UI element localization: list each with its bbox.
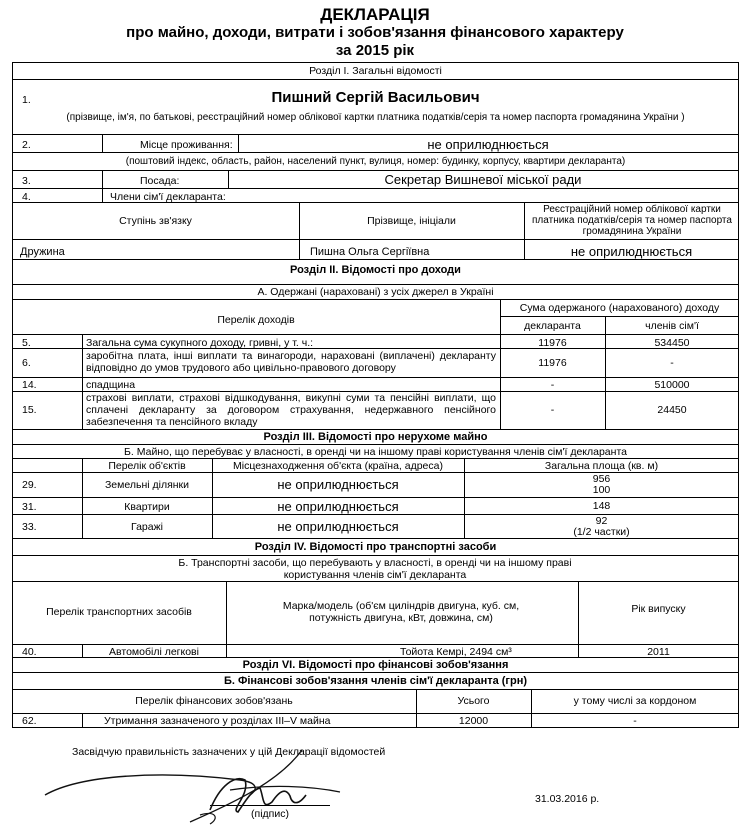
- position-value: Секретар Вишневої міської ради: [384, 172, 582, 187]
- divider: [12, 239, 739, 240]
- divider: [102, 188, 103, 202]
- position-label: Посада:: [140, 175, 180, 187]
- family-label: Члени сім'ї декларанта:: [110, 191, 226, 203]
- divider: [102, 170, 103, 188]
- col-abroad: у тому числі за кордоном: [573, 695, 697, 707]
- residence-value: не оприлюднюється: [427, 137, 549, 152]
- obligation-total: 12000: [458, 715, 489, 727]
- row-number: 62.: [22, 715, 37, 727]
- divider: [226, 581, 227, 657]
- col-location: Місцезнаходження об'єкта (країна, адреса): [233, 460, 443, 472]
- divider: [12, 538, 739, 539]
- divider: [12, 581, 739, 582]
- declarant-name: Пишний Сергій Васильович: [271, 89, 480, 106]
- vehicle-model: Тойота Кемрі, 2494 см³: [400, 646, 512, 658]
- divider: [12, 689, 739, 690]
- divider: [12, 644, 739, 645]
- col-member-name: Прізвище, ініціали: [367, 215, 456, 227]
- divider: [12, 79, 739, 80]
- vehicle-year: 2011: [647, 646, 670, 658]
- divider: [12, 497, 739, 498]
- divider: [12, 555, 739, 556]
- member-relation: Дружина: [20, 246, 65, 258]
- divider: [82, 713, 83, 728]
- row-number: 4.: [22, 191, 31, 203]
- row-number: 15.: [22, 404, 37, 416]
- divider: [12, 334, 739, 335]
- col-objects: Перелік об'єктів: [108, 460, 186, 472]
- divider: [12, 299, 739, 300]
- residence-note: (поштовий індекс, область, район, населений пункт, вулиця, номер: будинку, корпусу, квартири декларанта): [125, 156, 626, 167]
- divider: [12, 188, 739, 189]
- income-row-declarant: -: [550, 379, 555, 391]
- residence-label: Місце проживання:: [140, 139, 233, 151]
- handwritten-signature: [40, 740, 400, 830]
- row-number: 1.: [22, 94, 31, 106]
- vehicle-type: Автомобілі легкові: [109, 646, 199, 658]
- income-row-declarant: -: [550, 404, 555, 416]
- income-row-family: 534450: [654, 337, 690, 349]
- divider: [299, 202, 300, 259]
- divider: [12, 152, 739, 153]
- subsection-4b-title: Б. Транспортні засоби, що перебувають у власності, в оренді чи на іншому праві користування членів сім'ї декларанта: [178, 557, 572, 581]
- income-row-label: заробітна плата, інші виплати та винагороди, нараховані (виплачені) декларанту відповідно до умов трудового або цивільно-правового договору: [86, 350, 496, 374]
- property-location: не оприлюднюється: [277, 477, 399, 492]
- divider: [12, 134, 739, 135]
- property-location: не оприлюднюється: [277, 499, 399, 514]
- row-number: 3.: [22, 175, 31, 187]
- row-number: 5.: [22, 337, 31, 349]
- signature-date: 31.03.2016 р.: [535, 793, 600, 805]
- section-1-title: Розділ I. Загальні відомості: [309, 65, 442, 77]
- row-number: 2.: [22, 139, 31, 151]
- col-income-list: Перелік доходів: [217, 314, 295, 326]
- divider: [102, 134, 103, 152]
- section-4-title: Розділ IV. Відомості про транспортні засоби: [254, 541, 497, 553]
- row-number: 14.: [22, 379, 37, 391]
- property-area: 148: [592, 500, 611, 512]
- property-type: Земельні ділянки: [104, 479, 190, 491]
- obligation-label: Утримання зазначеного у розділах III–V майна: [104, 715, 331, 727]
- property-area: 956: [592, 473, 611, 485]
- income-row-label: Загальна сума сукупного доходу, гривні, у т. ч.:: [86, 337, 314, 349]
- name-note: (прізвище, ім'я, по батькові, реєстраційний номер облікової картки платника податків/серія та номер паспорта громадянина України ): [66, 112, 685, 123]
- divider: [12, 259, 739, 260]
- subsection-3b-title: Б. Майно, що перебуває у власності, в оренді чи на іншому праві користування членів сім'ї декларанта: [124, 446, 627, 458]
- income-row-declarant: 11976: [538, 337, 567, 349]
- col-total: Усього: [457, 695, 490, 707]
- divider: [12, 202, 739, 203]
- subsection-6b-title: Б. Фінансові зобов'язання членів сім'ї декларанта (грн): [223, 675, 528, 687]
- row-number: 33.: [22, 521, 37, 533]
- divider: [12, 284, 739, 285]
- divider: [12, 458, 739, 459]
- row-number: 31.: [22, 501, 37, 513]
- member-name: Пишна Ольга Сергіївна: [310, 246, 430, 258]
- property-location: не оприлюднюється: [277, 519, 399, 534]
- section-6-title: Розділ VI. Відомості про фінансові зобов'язання: [242, 659, 509, 671]
- certify-text: Засвідчую правильність зазначених у цій Декларації відомостей: [72, 746, 386, 758]
- property-area: 92: [595, 515, 608, 527]
- divider: [12, 170, 739, 171]
- divider: [12, 713, 739, 714]
- col-income-sum: Сума одержаного (нарахованого) доходу: [519, 302, 720, 314]
- income-row-label: страхові виплати, страхові відшкодування, викупні суми та пенсійні виплати, що сплачені декларанту за договором страхування, недержавного пенсійного забезпечення та пенсійного вкладу: [86, 392, 496, 428]
- col-obligations: Перелік фінансових зобов'язань: [135, 695, 293, 707]
- row-number: 6.: [22, 357, 31, 369]
- divider: [12, 377, 739, 378]
- subsection-2a-title: А. Одержані (нараховані) з усіх джерел в Україні: [257, 286, 494, 298]
- income-row-family: -: [670, 357, 674, 369]
- col-reg-number: Реєстраційний номер облікової картки платника податків/серія та номер паспорта громадянина України: [532, 204, 732, 237]
- section-3-title: Розділ III. Відомості про нерухоме майно: [263, 431, 488, 443]
- property-type: Квартири: [124, 501, 170, 513]
- col-family-members: членів сім'ї: [645, 320, 699, 332]
- divider: [500, 316, 739, 317]
- income-row-declarant: 11976: [538, 357, 567, 369]
- divider: [12, 444, 739, 445]
- row-number: 29.: [22, 479, 37, 491]
- income-row-label: спадщина: [86, 379, 136, 391]
- divider: [12, 429, 739, 430]
- divider: [12, 672, 739, 673]
- col-year: Рік випуску: [631, 603, 686, 615]
- col-declarant: декларанта: [524, 320, 581, 332]
- income-row-family: 24450: [657, 404, 687, 416]
- member-reg: не оприлюднюється: [570, 244, 693, 259]
- property-area-share: (1/2 частки): [573, 526, 630, 538]
- row-number: 40.: [22, 646, 37, 658]
- section-2-title: Розділ II. Відомості про доходи: [290, 264, 461, 276]
- signature-caption: (підпис): [251, 808, 289, 820]
- col-relation: Ступінь зв'язку: [119, 215, 192, 227]
- col-vehicles: Перелік транспортних засобів: [46, 606, 192, 618]
- obligation-abroad: -: [633, 715, 637, 727]
- col-area: Загальна площа (кв. м): [544, 460, 659, 472]
- declaration-year: за 2015 рік: [335, 42, 415, 59]
- property-type: Гаражі: [131, 521, 163, 533]
- col-model: Марка/модель (об'єм циліндрів двигуна, куб. см, потужність двигуна, кВт, довжина, см): [282, 600, 520, 624]
- declaration-subtitle: про майно, доходи, витрати і зобов'язання фінансового характеру: [126, 24, 624, 41]
- declaration-title: ДЕКЛАРАЦІЯ: [320, 5, 430, 24]
- divider: [12, 657, 739, 658]
- property-area-2: 100: [592, 484, 611, 496]
- divider: [12, 348, 739, 349]
- income-row-family: 510000: [654, 379, 690, 391]
